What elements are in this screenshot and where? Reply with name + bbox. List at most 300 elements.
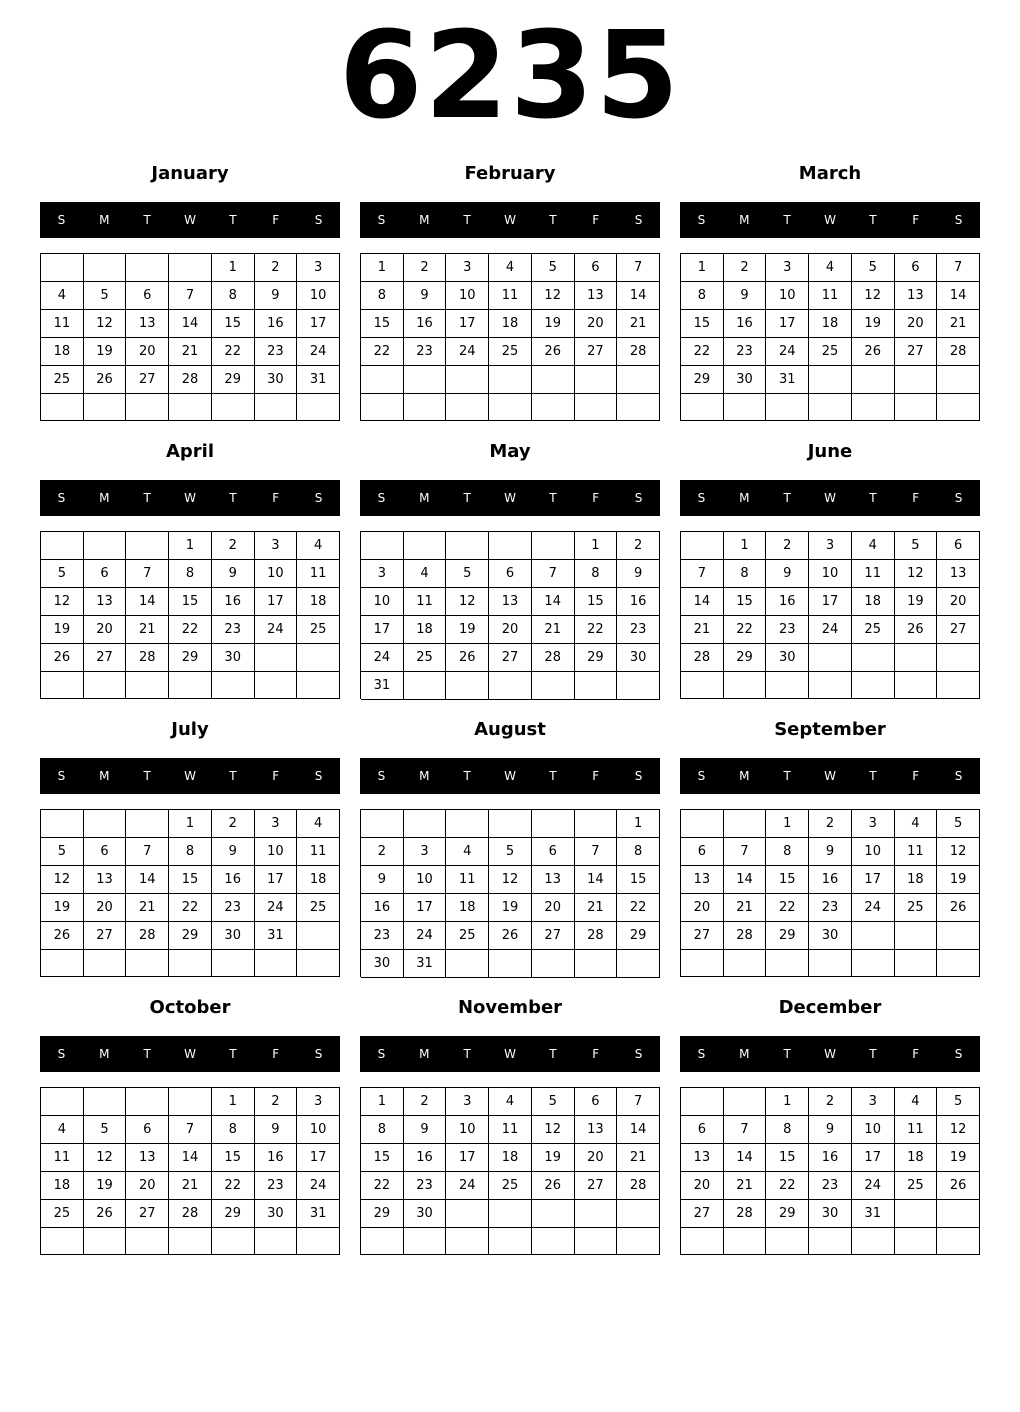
day-cell: 24 (446, 338, 489, 366)
empty-day-cell (532, 394, 575, 422)
day-cell: 8 (766, 838, 809, 866)
weekday-label: S (697, 491, 706, 505)
day-cell: 3 (809, 532, 852, 560)
weekday-label: F (592, 769, 600, 783)
day-cell: 1 (169, 810, 212, 838)
day-cell: 19 (41, 616, 84, 644)
empty-day-cell (852, 366, 895, 394)
day-cell: 30 (212, 922, 255, 950)
day-cell: 20 (681, 894, 724, 922)
empty-day-cell (404, 1228, 447, 1255)
day-cell: 31 (297, 366, 340, 394)
month-june (680, 438, 980, 704)
day-cell: 11 (852, 560, 895, 588)
day-cell: 22 (169, 894, 212, 922)
month-october (40, 994, 340, 1260)
weekday-label: T (229, 1047, 237, 1061)
day-cell: 29 (361, 1200, 404, 1228)
day-cell: 18 (489, 1144, 532, 1172)
empty-day-cell (489, 1200, 532, 1228)
day-cell: 25 (895, 1172, 938, 1200)
day-cell: 2 (404, 1088, 447, 1116)
empty-day-cell (937, 1200, 980, 1228)
empty-day-cell (446, 1200, 489, 1228)
empty-day-cell (575, 672, 618, 700)
day-cell: 13 (126, 310, 169, 338)
day-cell: 10 (446, 282, 489, 310)
day-cell: 10 (297, 282, 340, 310)
weekday-header (680, 758, 980, 794)
day-cell: 4 (489, 1088, 532, 1116)
empty-day-cell (532, 810, 575, 838)
day-cell: 5 (41, 560, 84, 588)
weekday-label: W (184, 491, 196, 505)
day-cell: 25 (809, 338, 852, 366)
day-cell: 15 (361, 1144, 404, 1172)
empty-day-cell (41, 672, 84, 699)
day-cell: 21 (617, 1144, 660, 1172)
day-cell: 29 (212, 366, 255, 394)
weekday-label: F (912, 1047, 920, 1061)
day-cell: 23 (255, 338, 298, 366)
day-cell: 31 (404, 950, 447, 978)
weekday-label: W (504, 491, 516, 505)
empty-day-cell (126, 950, 169, 977)
empty-day-cell (681, 1088, 724, 1116)
weekday-label: T (869, 1047, 877, 1061)
day-cell: 10 (852, 838, 895, 866)
day-cell: 15 (169, 588, 212, 616)
day-cell: 11 (489, 282, 532, 310)
day-cell: 11 (809, 282, 852, 310)
day-cell: 24 (809, 616, 852, 644)
day-cell: 26 (937, 1172, 980, 1200)
weekday-label: M (739, 1047, 750, 1061)
day-cell: 30 (404, 1200, 447, 1228)
empty-day-cell (532, 366, 575, 394)
day-cell: 19 (937, 866, 980, 894)
day-cell: 8 (361, 282, 404, 310)
day-cell: 16 (766, 588, 809, 616)
day-cell: 28 (724, 922, 767, 950)
day-cell: 16 (617, 588, 660, 616)
day-cell: 5 (532, 1088, 575, 1116)
day-cell: 17 (297, 1144, 340, 1172)
weekday-label: S (314, 491, 323, 505)
empty-day-cell (895, 950, 938, 977)
day-cell: 15 (212, 1144, 255, 1172)
empty-day-cell (255, 672, 298, 699)
day-cell: 5 (895, 532, 938, 560)
day-cell: 19 (446, 616, 489, 644)
day-cell: 8 (169, 838, 212, 866)
empty-day-cell (852, 672, 895, 699)
weekday-label: M (419, 213, 430, 227)
day-cell: 12 (84, 1144, 127, 1172)
day-cell: 10 (809, 560, 852, 588)
day-cell: 29 (169, 644, 212, 672)
day-cell: 14 (617, 1116, 660, 1144)
day-cell: 5 (532, 254, 575, 282)
day-cell: 15 (617, 866, 660, 894)
day-grid (360, 1087, 660, 1255)
empty-day-cell (766, 394, 809, 421)
empty-day-cell (212, 1228, 255, 1255)
day-cell: 9 (212, 838, 255, 866)
day-cell: 16 (809, 1144, 852, 1172)
empty-day-cell (297, 394, 340, 421)
day-cell: 24 (852, 1172, 895, 1200)
day-cell: 22 (361, 1172, 404, 1200)
day-cell: 9 (255, 282, 298, 310)
day-cell: 13 (84, 588, 127, 616)
day-cell: 12 (937, 1116, 980, 1144)
day-cell: 26 (41, 922, 84, 950)
day-cell: 1 (681, 254, 724, 282)
day-grid (360, 531, 660, 699)
day-cell: 14 (126, 588, 169, 616)
day-cell: 17 (809, 588, 852, 616)
day-cell: 2 (809, 810, 852, 838)
day-cell: 6 (532, 838, 575, 866)
day-cell: 6 (575, 254, 618, 282)
empty-day-cell (575, 394, 618, 422)
month-april (40, 438, 340, 704)
weekday-label: M (99, 1047, 110, 1061)
day-cell: 25 (41, 1200, 84, 1228)
weekday-label: T (463, 213, 471, 227)
weekday-label: T (143, 769, 151, 783)
empty-day-cell (126, 810, 169, 838)
weekday-label: T (463, 491, 471, 505)
day-cell: 6 (575, 1088, 618, 1116)
day-cell: 4 (404, 560, 447, 588)
day-cell: 18 (41, 338, 84, 366)
month-name: February (464, 163, 556, 184)
day-cell: 7 (126, 838, 169, 866)
day-cell: 20 (575, 1144, 618, 1172)
day-cell: 3 (404, 838, 447, 866)
empty-day-cell (255, 394, 298, 421)
day-cell: 2 (617, 532, 660, 560)
empty-day-cell (446, 394, 489, 422)
weekday-label: S (57, 213, 66, 227)
day-grid (40, 531, 340, 699)
day-cell: 24 (297, 1172, 340, 1200)
day-cell: 9 (404, 282, 447, 310)
day-cell: 1 (575, 532, 618, 560)
day-grid (680, 531, 980, 699)
weekday-label: S (57, 1047, 66, 1061)
day-cell: 20 (84, 616, 127, 644)
day-cell: 2 (361, 838, 404, 866)
empty-day-cell (937, 644, 980, 672)
weekday-label: S (634, 1047, 643, 1061)
day-cell: 4 (297, 532, 340, 560)
empty-day-cell (617, 394, 660, 422)
weekday-label: S (314, 769, 323, 783)
day-cell: 23 (212, 616, 255, 644)
year-title: 6235 (339, 7, 681, 146)
day-cell: 3 (361, 560, 404, 588)
weekday-label: T (783, 491, 791, 505)
day-cell: 4 (895, 810, 938, 838)
weekday-label: S (954, 213, 963, 227)
day-cell: 5 (489, 838, 532, 866)
day-cell: 26 (532, 338, 575, 366)
day-cell: 9 (724, 282, 767, 310)
day-cell: 19 (41, 894, 84, 922)
day-cell: 3 (852, 1088, 895, 1116)
weekday-label: T (549, 1047, 557, 1061)
day-cell: 21 (169, 1172, 212, 1200)
day-cell: 13 (681, 1144, 724, 1172)
day-cell: 4 (41, 282, 84, 310)
day-cell: 27 (84, 644, 127, 672)
day-cell: 16 (404, 310, 447, 338)
weekday-label: S (697, 769, 706, 783)
day-cell: 16 (404, 1144, 447, 1172)
weekday-label: T (463, 1047, 471, 1061)
day-cell: 26 (852, 338, 895, 366)
empty-day-cell (937, 922, 980, 950)
day-cell: 27 (126, 366, 169, 394)
day-cell: 15 (681, 310, 724, 338)
empty-day-cell (895, 644, 938, 672)
weekday-label: T (229, 213, 237, 227)
day-cell: 23 (404, 1172, 447, 1200)
day-cell: 20 (575, 310, 618, 338)
weekday-label: F (272, 491, 280, 505)
empty-day-cell (297, 922, 340, 950)
day-cell: 10 (255, 560, 298, 588)
day-cell: 8 (169, 560, 212, 588)
empty-day-cell (361, 1228, 404, 1255)
day-cell: 16 (724, 310, 767, 338)
weekday-label: T (143, 491, 151, 505)
day-cell: 21 (126, 894, 169, 922)
empty-day-cell (84, 810, 127, 838)
day-cell: 23 (617, 616, 660, 644)
day-cell: 3 (852, 810, 895, 838)
empty-day-cell (681, 810, 724, 838)
day-cell: 2 (724, 254, 767, 282)
day-cell: 26 (937, 894, 980, 922)
day-cell: 25 (404, 644, 447, 672)
day-cell: 21 (724, 1172, 767, 1200)
empty-day-cell (361, 532, 404, 560)
day-cell: 12 (937, 838, 980, 866)
day-cell: 2 (212, 810, 255, 838)
empty-day-cell (169, 1088, 212, 1116)
weekday-label: W (184, 769, 196, 783)
day-cell: 6 (681, 1116, 724, 1144)
empty-day-cell (446, 950, 489, 978)
day-cell: 27 (681, 1200, 724, 1228)
day-cell: 8 (575, 560, 618, 588)
day-cell: 24 (361, 644, 404, 672)
day-cell: 23 (255, 1172, 298, 1200)
day-cell: 17 (852, 1144, 895, 1172)
empty-day-cell (84, 1088, 127, 1116)
day-cell: 7 (617, 1088, 660, 1116)
weekday-label: T (869, 491, 877, 505)
weekday-header (40, 202, 340, 238)
empty-day-cell (809, 950, 852, 977)
day-cell: 21 (126, 616, 169, 644)
day-cell: 29 (575, 644, 618, 672)
day-cell: 12 (41, 866, 84, 894)
empty-day-cell (126, 532, 169, 560)
empty-day-cell (297, 1228, 340, 1255)
day-cell: 14 (617, 282, 660, 310)
empty-day-cell (255, 1228, 298, 1255)
day-cell: 4 (852, 532, 895, 560)
day-cell: 1 (766, 810, 809, 838)
day-cell: 12 (41, 588, 84, 616)
day-cell: 9 (361, 866, 404, 894)
day-cell: 25 (297, 894, 340, 922)
day-cell: 28 (681, 644, 724, 672)
day-cell: 28 (937, 338, 980, 366)
day-cell: 28 (126, 644, 169, 672)
day-cell: 15 (766, 866, 809, 894)
day-cell: 30 (255, 366, 298, 394)
day-cell: 6 (84, 560, 127, 588)
day-cell: 2 (766, 532, 809, 560)
day-cell: 28 (575, 922, 618, 950)
empty-day-cell (126, 1228, 169, 1255)
empty-day-cell (681, 950, 724, 977)
weekday-label: W (504, 213, 516, 227)
empty-day-cell (446, 672, 489, 700)
day-cell: 16 (212, 588, 255, 616)
empty-day-cell (212, 394, 255, 421)
day-cell: 14 (937, 282, 980, 310)
weekday-label: T (463, 769, 471, 783)
day-cell: 15 (361, 310, 404, 338)
day-cell: 19 (532, 1144, 575, 1172)
day-cell: 21 (681, 616, 724, 644)
weekday-header (40, 480, 340, 516)
empty-day-cell (937, 366, 980, 394)
day-cell: 19 (532, 310, 575, 338)
day-cell: 26 (41, 644, 84, 672)
day-cell: 10 (852, 1116, 895, 1144)
day-cell: 26 (446, 644, 489, 672)
day-cell: 16 (255, 310, 298, 338)
weekday-label: M (99, 491, 110, 505)
day-cell: 10 (255, 838, 298, 866)
empty-day-cell (617, 672, 660, 700)
weekday-label: M (419, 491, 430, 505)
day-cell: 7 (169, 282, 212, 310)
empty-day-cell (575, 1228, 618, 1255)
day-cell: 10 (361, 588, 404, 616)
day-cell: 15 (575, 588, 618, 616)
empty-day-cell (489, 394, 532, 422)
day-cell: 17 (255, 866, 298, 894)
day-cell: 28 (126, 922, 169, 950)
empty-day-cell (766, 950, 809, 977)
day-cell: 2 (404, 254, 447, 282)
weekday-header (680, 480, 980, 516)
day-cell: 6 (126, 1116, 169, 1144)
day-cell: 11 (41, 1144, 84, 1172)
day-cell: 5 (937, 810, 980, 838)
weekday-label: T (229, 491, 237, 505)
day-cell: 13 (489, 588, 532, 616)
empty-day-cell (297, 950, 340, 977)
empty-day-cell (617, 1200, 660, 1228)
month-name: July (171, 719, 209, 740)
day-cell: 3 (446, 1088, 489, 1116)
day-cell: 26 (532, 1172, 575, 1200)
day-cell: 14 (575, 866, 618, 894)
day-cell: 30 (361, 950, 404, 978)
day-cell: 24 (446, 1172, 489, 1200)
day-cell: 23 (361, 922, 404, 950)
month-name: June (807, 441, 853, 462)
day-cell: 27 (575, 1172, 618, 1200)
day-cell: 11 (297, 560, 340, 588)
empty-day-cell (446, 532, 489, 560)
day-cell: 5 (852, 254, 895, 282)
day-cell: 5 (41, 838, 84, 866)
day-cell: 23 (404, 338, 447, 366)
day-grid (40, 809, 340, 977)
month-name: January (151, 163, 229, 184)
empty-day-cell (809, 672, 852, 699)
day-cell: 16 (809, 866, 852, 894)
day-cell: 12 (895, 560, 938, 588)
weekday-header (680, 202, 980, 238)
day-cell: 6 (681, 838, 724, 866)
day-cell: 8 (681, 282, 724, 310)
day-cell: 15 (766, 1144, 809, 1172)
day-cell: 26 (84, 1200, 127, 1228)
empty-day-cell (575, 366, 618, 394)
month-name: August (474, 719, 546, 740)
day-cell: 1 (766, 1088, 809, 1116)
empty-day-cell (255, 644, 298, 672)
empty-day-cell (126, 672, 169, 699)
day-cell: 9 (809, 1116, 852, 1144)
day-cell: 7 (681, 560, 724, 588)
empty-day-cell (489, 810, 532, 838)
day-cell: 20 (126, 1172, 169, 1200)
weekday-label: S (377, 491, 386, 505)
empty-day-cell (84, 532, 127, 560)
empty-day-cell (84, 672, 127, 699)
day-cell: 11 (404, 588, 447, 616)
empty-day-cell (575, 810, 618, 838)
day-cell: 1 (169, 532, 212, 560)
weekday-header (40, 1036, 340, 1072)
day-cell: 1 (212, 254, 255, 282)
day-cell: 18 (404, 616, 447, 644)
day-cell: 10 (404, 866, 447, 894)
day-cell: 3 (297, 254, 340, 282)
day-cell: 31 (766, 366, 809, 394)
empty-day-cell (895, 366, 938, 394)
day-cell: 19 (489, 894, 532, 922)
day-cell: 18 (489, 310, 532, 338)
day-cell: 21 (937, 310, 980, 338)
day-cell: 13 (84, 866, 127, 894)
day-cell: 28 (532, 644, 575, 672)
empty-day-cell (895, 1200, 938, 1228)
